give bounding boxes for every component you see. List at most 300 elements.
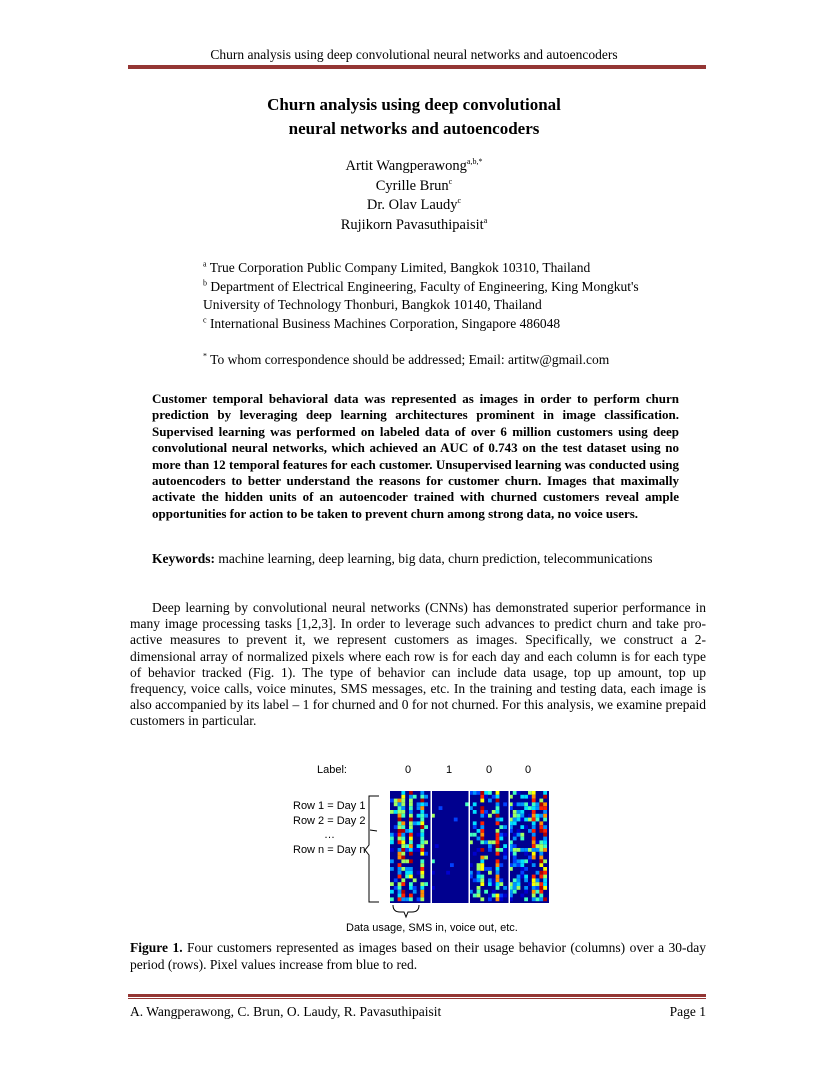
heatmap-cell — [524, 852, 528, 856]
heatmap-cell — [524, 802, 528, 806]
heatmap-cell — [398, 856, 402, 860]
heatmap-cell — [401, 894, 405, 898]
heatmap-cell — [405, 867, 409, 871]
heatmap-cell — [524, 867, 528, 871]
heatmap-cell — [398, 867, 402, 871]
heatmap-cell — [398, 890, 402, 894]
heatmap-cell — [543, 829, 547, 833]
heatmap-cell — [513, 878, 517, 882]
heatmap-cell — [513, 833, 517, 837]
heatmap-cell — [492, 795, 496, 799]
correspondence: * To whom correspondence should be addressed; Email: artitw@gmail.com — [203, 351, 610, 367]
heatmap-cell — [543, 859, 547, 863]
heatmap-cell — [401, 799, 405, 803]
figure-1 — [280, 755, 580, 940]
heatmap-cell — [398, 833, 402, 837]
heatmap-cell — [499, 863, 503, 867]
heatmap-cell — [496, 840, 500, 844]
heatmap-cell — [420, 810, 424, 814]
header-rule — [128, 64, 706, 69]
heatmap-cell — [409, 829, 413, 833]
heatmap-cell — [520, 848, 524, 852]
heatmap-cell — [420, 844, 424, 848]
usage-heatmaps — [390, 791, 549, 903]
heatmap-cell — [496, 859, 500, 863]
heatmap-cell — [484, 814, 488, 818]
author: Rujikorn Pavasuthipaisit$^a$ — [340, 215, 488, 233]
heatmap-cell — [528, 795, 532, 799]
heatmap-cell — [420, 837, 424, 841]
heatmap-cell — [532, 875, 536, 879]
heatmap-cell — [473, 802, 477, 806]
heatmap-cell — [513, 821, 517, 825]
heatmap-cell — [420, 829, 424, 833]
heatmap-cell — [398, 821, 402, 825]
heatmap-cell — [390, 897, 394, 901]
heatmap-cell — [528, 848, 532, 852]
heatmap-cell — [499, 878, 503, 882]
heatmap-cell — [401, 829, 405, 833]
heatmap-cell — [532, 795, 536, 799]
keywords — [152, 551, 712, 567]
heatmap-cell — [496, 844, 500, 848]
heatmap-cell — [496, 806, 500, 810]
heatmap-cell — [517, 859, 521, 863]
heatmap-cell — [539, 863, 543, 867]
heatmap-cell — [424, 825, 428, 829]
heatmap-cell — [401, 848, 405, 852]
heatmap-cell — [496, 867, 500, 871]
heatmap-cell — [401, 844, 405, 848]
figure-label-value: 0 — [405, 764, 412, 776]
heatmap-cell — [477, 837, 481, 841]
heatmap-cell — [420, 818, 424, 822]
heatmap-cell — [477, 863, 481, 867]
heatmap-cell — [409, 859, 413, 863]
heatmap-cell — [528, 806, 532, 810]
heatmap-cell — [517, 882, 521, 886]
heatmap-cell — [480, 840, 484, 844]
heatmap-cell — [488, 844, 492, 848]
heatmap-divider — [431, 791, 433, 903]
heatmap-cell — [398, 875, 402, 879]
heatmap-cell — [488, 791, 492, 795]
heatmap-cell — [532, 878, 536, 882]
heatmap-cell — [496, 882, 500, 886]
heatmap-cell — [513, 818, 517, 822]
heatmap-cell — [520, 818, 524, 822]
heatmap-cell — [543, 833, 547, 837]
heatmap-cell — [420, 825, 424, 829]
heatmap-cell — [409, 882, 413, 886]
heatmap-cell — [488, 897, 492, 901]
heatmap-cell — [524, 890, 528, 894]
heatmap-cell — [520, 863, 524, 867]
heatmap-cell — [405, 844, 409, 848]
heatmap-cell — [394, 825, 398, 829]
heatmap-cell — [394, 878, 398, 882]
heatmap-cell — [536, 886, 540, 890]
heatmap-cell — [536, 871, 540, 875]
row-label: Row 2 = Day 2 — [293, 815, 366, 827]
heatmap-cell — [480, 863, 484, 867]
body-paragraph: Deep learning by convolutional neural networks (CNNs) has demonstrated superior performance in many image processing tasks [1,2,3]. In order to leverage such advances to predict churn and take pro-active measures to prevent it, we represent customers as images. Specifically, we construct a 2-dimensional array of normalized pixels where each row is for each day and each column is for each type of behavior tracked (Fig. 1). The type of behavior can include data usage, top up amount, top up frequency, voice calls, voice minutes, SMS messages, etc. In the training and testing data, each image is also accompanied by its label – 1 for churned and 0 for not churned. For this analysis, we examine prepaid customers in particular. — [130, 600, 706, 729]
heatmap-cell — [390, 859, 394, 863]
heatmap-cell — [496, 852, 500, 856]
heatmap-cell — [503, 802, 507, 806]
heatmap-cell — [473, 810, 477, 814]
heatmap-cell — [539, 852, 543, 856]
heatmap-cell — [398, 886, 402, 890]
heatmap-cell — [513, 886, 517, 890]
heatmap-cell — [496, 810, 500, 814]
heatmap-cell — [492, 882, 496, 886]
heatmap-cell — [524, 878, 528, 882]
heatmap-cell — [398, 882, 402, 886]
heatmap-cell — [543, 848, 547, 852]
heatmap-cell — [390, 840, 394, 844]
heatmap-cell — [424, 814, 428, 818]
heatmap-cell — [543, 791, 547, 795]
heatmap-cell — [390, 837, 394, 841]
heatmap-cell — [532, 844, 536, 848]
heatmap-cell — [488, 894, 492, 898]
heatmap-cell — [409, 818, 413, 822]
author-list — [0, 157, 828, 235]
heatmap-cell — [409, 795, 413, 799]
heatmap-cell — [543, 810, 547, 814]
heatmap-cell — [420, 852, 424, 856]
heatmap-cell — [513, 791, 517, 795]
heatmap-cell — [417, 844, 421, 848]
heatmap-cell — [520, 810, 524, 814]
heatmap-cell — [539, 829, 543, 833]
heatmap-cell — [409, 806, 413, 810]
heatmap-cell — [409, 833, 413, 837]
row-label: Row n = Day n — [293, 844, 366, 856]
heatmap-cell — [536, 890, 540, 894]
affiliation: $^a$ True Corporation Public Company Limited, Bangkok 10310, Thailand — [203, 259, 591, 275]
heatmap-cell — [409, 894, 413, 898]
heatmap-cell — [536, 882, 540, 886]
heatmap-cell — [420, 871, 424, 875]
heatmap-cell — [517, 833, 521, 837]
heatmap-cell — [480, 882, 484, 886]
author: Dr. Olav Laudy$^c$ — [366, 196, 462, 213]
heatmap-cell — [398, 852, 402, 856]
heatmap-cell — [488, 882, 492, 886]
heatmap-cell — [409, 821, 413, 825]
heatmap-cell — [543, 837, 547, 841]
heatmap-cell — [480, 829, 484, 833]
heatmap-cell — [398, 799, 402, 803]
heatmap-cell — [532, 825, 536, 829]
heatmap-cell — [420, 840, 424, 844]
heatmap-cell — [409, 791, 413, 795]
heatmap-cell — [484, 791, 488, 795]
heatmap-cell — [477, 894, 481, 898]
heatmap-cell — [488, 867, 492, 871]
heatmap-cell — [543, 871, 547, 875]
heatmap-cell — [401, 833, 405, 837]
heatmap-cell — [496, 802, 500, 806]
heatmap-cell — [420, 894, 424, 898]
heatmap-cell — [398, 829, 402, 833]
heatmap-cell — [480, 867, 484, 871]
heatmap-cell — [520, 837, 524, 841]
heatmap-cell — [420, 799, 424, 803]
heatmap-cell — [420, 897, 424, 901]
heatmap-cell — [520, 875, 524, 879]
figure-label-value: 0 — [486, 764, 493, 776]
heatmap-cell — [401, 814, 405, 818]
heatmap-cell — [539, 814, 543, 818]
heatmap-cell — [454, 818, 458, 822]
heatmap-cell — [398, 802, 402, 806]
heatmap-cell — [477, 875, 481, 879]
heatmap-cell — [532, 894, 536, 898]
heatmap-cell — [409, 867, 413, 871]
heatmap-cell — [513, 810, 517, 814]
heatmap-cell — [409, 825, 413, 829]
heatmap-cell — [539, 806, 543, 810]
heatmap-cell — [496, 875, 500, 879]
heatmap-cell — [517, 878, 521, 882]
heatmap-cell — [398, 825, 402, 829]
heatmap-cell — [484, 810, 488, 814]
heatmap-cell — [424, 802, 428, 806]
heatmap-cell — [532, 863, 536, 867]
keywords-label: Keywords: — [152, 551, 215, 566]
heatmap-cell — [543, 878, 547, 882]
heatmap-cell — [420, 848, 424, 852]
heatmap-cell — [401, 837, 405, 841]
heatmap-cell — [480, 833, 484, 837]
heatmap-cell — [473, 821, 477, 825]
heatmap-cell — [401, 856, 405, 860]
heatmap-cell — [532, 829, 536, 833]
heatmap-cell — [398, 871, 402, 875]
heatmap-cell — [398, 840, 402, 844]
heatmap-cell — [520, 859, 524, 863]
heatmap-cell — [417, 833, 421, 837]
heatmap-cell — [532, 814, 536, 818]
heatmap-cell — [480, 791, 484, 795]
heatmap-cell — [499, 882, 503, 886]
heatmap-cell — [513, 814, 517, 818]
heatmap-cell — [435, 844, 439, 848]
heatmap-cell — [390, 882, 394, 886]
heatmap-cell — [477, 848, 481, 852]
heatmap-cell — [532, 837, 536, 841]
heatmap-cell — [513, 802, 517, 806]
heatmap-cell — [424, 882, 428, 886]
heatmap-cell — [477, 791, 481, 795]
heatmap-cell — [420, 863, 424, 867]
heatmap-cell — [413, 886, 417, 890]
heatmap-cell — [413, 821, 417, 825]
figure-label-value: 0 — [525, 764, 532, 776]
heatmap-cell — [409, 814, 413, 818]
heatmap-cell — [394, 833, 398, 837]
heatmap-cell — [420, 890, 424, 894]
heatmap-cell — [517, 802, 521, 806]
heatmap-cell — [524, 825, 528, 829]
heatmap-cell — [503, 852, 507, 856]
column-note: Data usage, SMS in, voice out, etc. — [346, 922, 518, 934]
heatmap-cell — [401, 825, 405, 829]
heatmap-cell — [532, 886, 536, 890]
heatmap-cell — [528, 814, 532, 818]
heatmap-divider — [509, 791, 511, 903]
heatmap-cell — [528, 882, 532, 886]
heatmap-cell — [484, 840, 488, 844]
heatmap-cell — [524, 859, 528, 863]
heatmap-cell — [409, 799, 413, 803]
heatmap-cell — [524, 875, 528, 879]
heatmap-cell — [473, 894, 477, 898]
heatmap-cell — [417, 897, 421, 901]
heatmap-cell — [517, 814, 521, 818]
heatmap-cell — [513, 848, 517, 852]
heatmap-cell — [532, 856, 536, 860]
caption-text: Four customers represented as images based on their usage behavior (columns) over a 30-day period (rows). Pixel values increase from blue to red. — [130, 940, 706, 972]
heatmap-cell — [409, 840, 413, 844]
heatmap-cell — [401, 878, 405, 882]
heatmap-cell — [405, 859, 409, 863]
heatmap-cell — [424, 795, 428, 799]
heatmap-cell — [543, 867, 547, 871]
heatmap-cell — [499, 897, 503, 901]
heatmap-cell — [409, 802, 413, 806]
heatmap-cell — [543, 806, 547, 810]
heatmap-cell — [528, 791, 532, 795]
heatmap-cell — [492, 890, 496, 894]
heatmap-cell — [473, 791, 477, 795]
heatmap-cell — [390, 799, 394, 803]
heatmap-cell — [390, 848, 394, 852]
heatmap-cell — [420, 806, 424, 810]
heatmap-cell — [524, 818, 528, 822]
heatmap-cell — [409, 848, 413, 852]
heatmap-cell — [536, 844, 540, 848]
heatmap-cell — [543, 882, 547, 886]
heatmap-cell — [513, 852, 517, 856]
heatmap-cell — [532, 882, 536, 886]
heatmap-cell — [398, 814, 402, 818]
heatmap-cell — [401, 795, 405, 799]
heatmap-cell — [477, 829, 481, 833]
heatmap-cell — [532, 818, 536, 822]
heatmap-cell — [513, 844, 517, 848]
heatmap-cell — [439, 806, 443, 810]
heatmap-cell — [398, 810, 402, 814]
heatmap-cell — [520, 795, 524, 799]
heatmap-cell — [539, 897, 543, 901]
heatmap-cell — [539, 871, 543, 875]
heatmap-cell — [401, 791, 405, 795]
heatmap-cell — [477, 878, 481, 882]
heatmap-cell — [401, 882, 405, 886]
heatmap-cell — [532, 802, 536, 806]
heatmap-cell — [496, 814, 500, 818]
heatmap-cell — [473, 833, 477, 837]
heatmap-cell — [543, 814, 547, 818]
heatmap-cell — [420, 882, 424, 886]
heatmap-cell — [413, 878, 417, 882]
row-label: … — [324, 829, 335, 841]
heatmap-cell — [528, 856, 532, 860]
affiliation: $^b$ Department of Electrical Engineering, Faculty of Engineering, King Mongkut's University of Technology Thonburi, Bangkok 10140, Thailand — [203, 278, 639, 313]
heatmap-cell — [401, 890, 405, 894]
heatmap-cell — [390, 833, 394, 837]
heatmap-cell — [398, 897, 402, 901]
heatmap-cell — [532, 833, 536, 837]
heatmap-cell — [513, 882, 517, 886]
heatmap-cell — [473, 878, 477, 882]
heatmap-cell — [532, 848, 536, 852]
heatmap-cell — [539, 882, 543, 886]
heatmap-cell — [417, 871, 421, 875]
heatmap-cell — [409, 886, 413, 890]
heatmap-cell — [413, 890, 417, 894]
heatmap-cell — [517, 829, 521, 833]
heatmap-cell — [517, 791, 521, 795]
heatmap-cell — [424, 852, 428, 856]
heatmap-cell — [503, 894, 507, 898]
heatmap-cell — [409, 844, 413, 848]
heatmap-cell — [496, 833, 500, 837]
heatmap-cell — [520, 833, 524, 837]
heatmap-cell — [413, 848, 417, 852]
heatmap-cell — [539, 859, 543, 863]
heatmap-cell — [492, 878, 496, 882]
heatmap-cell — [532, 810, 536, 814]
heatmap-cell — [450, 863, 454, 867]
heatmap-cell — [543, 886, 547, 890]
heatmap-cell — [409, 897, 413, 901]
heatmap-cell — [480, 799, 484, 803]
heatmap-cell — [528, 802, 532, 806]
heatmap-cell — [488, 840, 492, 844]
heatmap-cell — [480, 806, 484, 810]
paper-title — [0, 93, 828, 141]
heatmap-cell — [543, 840, 547, 844]
heatmap-cell — [496, 818, 500, 822]
heatmap-cell — [390, 890, 394, 894]
heatmap-cell — [401, 852, 405, 856]
heatmap-cell — [503, 833, 507, 837]
heatmap-cell — [488, 871, 492, 875]
footer-rule — [128, 994, 706, 999]
heatmap-cell — [503, 856, 507, 860]
heatmap-cell — [543, 875, 547, 879]
heatmap-cell — [401, 840, 405, 844]
heatmap-cell — [488, 799, 492, 803]
heatmap-cell — [536, 878, 540, 882]
heatmap-cell — [417, 806, 421, 810]
heatmap-cell — [420, 795, 424, 799]
heatmap-cell — [409, 875, 413, 879]
heatmap-cell — [496, 878, 500, 882]
heatmap-cell — [398, 806, 402, 810]
heatmap-cell — [496, 791, 500, 795]
affiliation: $^c$ International Business Machines Corporation, Singapore 486048 — [203, 315, 561, 332]
heatmap-cell — [480, 825, 484, 829]
heatmap-cell — [401, 859, 405, 863]
heatmap-cell — [496, 799, 500, 803]
heatmap-cell — [543, 897, 547, 901]
